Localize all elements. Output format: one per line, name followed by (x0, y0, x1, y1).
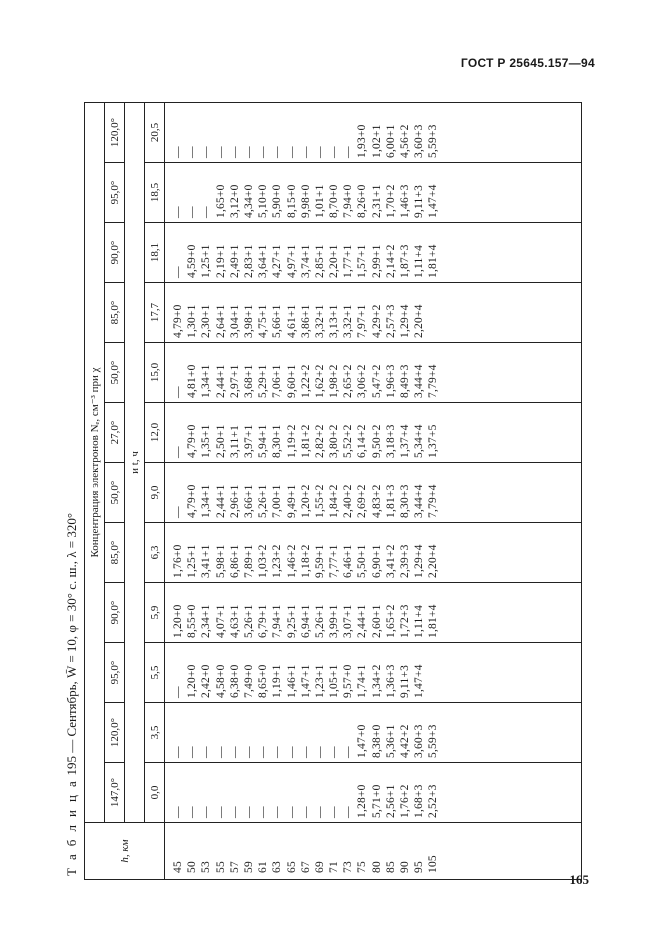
time-header-cell: 5,5 (145, 643, 165, 703)
electron-concentration-table (84, 102, 582, 880)
table-cell: 1,20+0 (186, 664, 199, 698)
data-column (165, 163, 582, 223)
table-cell: 7,06+1 (271, 364, 284, 398)
table-cell: 1,47+4 (427, 184, 440, 218)
table-cell: 1,25+1 (200, 244, 213, 278)
table-cell: 7,79+4 (427, 484, 440, 518)
table-cell: 1,18+2 (299, 544, 312, 578)
table-cell: 1,25+1 (186, 544, 199, 578)
table-cell: 2,42+0 (200, 664, 213, 698)
group-header: Концентрация электронов Nₑ, см⁻³ при χ (85, 103, 105, 823)
table-cell: 4,07+1 (214, 604, 227, 638)
data-column (165, 463, 582, 523)
height-value: 80 (370, 861, 383, 873)
table-cell: — (285, 146, 298, 158)
table-cell: 1,65+2 (384, 604, 397, 638)
height-value: 63 (271, 861, 284, 873)
chi-header-cell: 50,0° (105, 463, 125, 523)
table-cell: 3,66+1 (242, 484, 255, 518)
table-cell: 3,68+1 (242, 364, 255, 398)
table-cell: 5,29+1 (257, 364, 270, 398)
table-cell: 2,85+1 (313, 244, 326, 278)
table-cell: 1,20+2 (299, 484, 312, 518)
table-cell: — (285, 746, 298, 758)
time-header-cell: 5,9 (145, 583, 165, 643)
table-cell: 8,30+1 (271, 424, 284, 458)
table-cell: 2,83+1 (242, 244, 255, 278)
table-cell: — (342, 146, 355, 158)
table-cell: 3,44+4 (413, 364, 426, 398)
table-cell: 8,65+0 (257, 664, 270, 698)
table-cell: 1,55+2 (313, 484, 326, 518)
table-cell: — (186, 146, 199, 158)
table-cell: 4,29+2 (370, 304, 383, 338)
table-cell: — (285, 806, 298, 818)
chi-header-cell: 27,0° (105, 403, 125, 463)
height-value: 57 (228, 861, 241, 873)
chi-header-cell: 95,0° (105, 643, 125, 703)
table-cell: 4,63+1 (228, 604, 241, 638)
table-cell: — (200, 146, 213, 158)
table-cell: 5,10+0 (257, 184, 270, 218)
height-value: 69 (313, 861, 326, 873)
table-cell: 1,81+4 (427, 244, 440, 278)
table-cell: 3,97+1 (242, 424, 255, 458)
table-cell: 1,29+4 (399, 304, 411, 338)
time-header-cell: 12,0 (145, 403, 165, 463)
table-cell: 1,93+0 (356, 124, 369, 158)
table-cell: 3,06+2 (356, 364, 369, 398)
table-cell: 2,44+1 (356, 604, 369, 638)
rotated-table-area (60, 96, 602, 880)
table-cell: 1,47+0 (356, 724, 369, 758)
table-cell: 9,50+2 (370, 424, 383, 458)
table-cell: 3,13+1 (328, 304, 341, 338)
table-cell: 1,57+1 (356, 244, 369, 278)
height-value: 71 (328, 861, 341, 873)
table-cell: 1,76+0 (172, 544, 184, 578)
time-header-cell: 17,7 (145, 283, 165, 343)
table-cell: 1,84+2 (328, 484, 341, 518)
table-cell: 3,60+3 (413, 124, 426, 158)
table-cell: 5,59+3 (427, 724, 440, 758)
table-cell (426, 283, 440, 338)
table-cell: 1,76+2 (399, 784, 411, 818)
table-cell: 9,60+1 (285, 364, 298, 398)
table-cell: 7,89+1 (242, 544, 255, 578)
table-cell: 6,86+1 (228, 544, 241, 578)
table-cell: 2,64+1 (214, 304, 227, 338)
table-cell: 2,30+1 (200, 304, 213, 338)
table-cell: 1,72+3 (399, 604, 411, 638)
table-cell: 4,58+0 (214, 664, 227, 698)
table-cell: — (228, 146, 241, 158)
table-cell: 7,77+1 (328, 544, 341, 578)
table-cell: — (313, 806, 326, 818)
table-cell: 2,65+2 (342, 364, 355, 398)
table-cell: 1,11+4 (413, 604, 426, 638)
table-cell: 9,25+1 (285, 604, 298, 638)
table-cell: 5,26+1 (313, 604, 326, 638)
table-cell: 2,39+3 (399, 544, 411, 578)
height-values-column (165, 823, 582, 880)
table-cell: 4,75+1 (257, 304, 270, 338)
table-cell: 1,68+3 (413, 784, 426, 818)
table-cell: 5,26+1 (242, 604, 255, 638)
table-cell: 3,86+1 (299, 304, 312, 338)
table-cell: 1,96+3 (384, 364, 397, 398)
data-column (165, 103, 582, 163)
table-cell: 1,70+2 (384, 184, 397, 218)
table-cell: 8,55+0 (186, 604, 199, 638)
table-cell: 1,34+2 (370, 664, 383, 698)
table-cell: 1,37+4 (399, 424, 411, 458)
table-cell: — (299, 746, 312, 758)
table-cell: 1,35+1 (200, 424, 213, 458)
table-cell: 7,97+1 (356, 304, 369, 338)
height-value: 95 (413, 861, 426, 873)
height-value: 105 (427, 855, 440, 873)
table-cell: 6,00+1 (384, 124, 397, 158)
table-cell: 3,64+1 (257, 244, 270, 278)
table-cell: 6,14+2 (356, 424, 369, 458)
height-value: 65 (285, 861, 298, 873)
table-cell: — (200, 746, 213, 758)
table-cell: 2,40+2 (342, 484, 355, 518)
table-cell: — (200, 806, 213, 818)
chi-header-cell: 90,0° (105, 223, 125, 283)
table-cell: — (328, 746, 341, 758)
table-cell (426, 643, 440, 698)
table-cell: 3,18+3 (384, 424, 397, 458)
table-cell: 5,71+0 (370, 784, 383, 818)
height-column-header: h, км (85, 823, 165, 880)
chi-header-cell: 120,0° (105, 103, 125, 163)
table-cell: — (342, 746, 355, 758)
table-caption (60, 96, 84, 880)
table-cell: 2,99+1 (370, 244, 383, 278)
time-row (145, 103, 165, 880)
table-cell: 5,34+4 (413, 424, 426, 458)
chi-header-cell: 50,0° (105, 343, 125, 403)
table-cell: 3,07+1 (342, 604, 355, 638)
data-column (165, 223, 582, 283)
table-cell: 7,79+4 (427, 364, 440, 398)
table-cell: 2,34+1 (200, 604, 213, 638)
table-cell: — (172, 806, 184, 818)
table-cell: — (214, 806, 227, 818)
data-column (165, 343, 582, 403)
table-cell: — (172, 386, 184, 398)
table-cell: 1,28+0 (356, 784, 369, 818)
table-cell: 1,37+5 (427, 424, 440, 458)
table-cell: 7,49+0 (242, 664, 255, 698)
table-cell: 1,46+3 (399, 184, 411, 218)
time-header: и t, ч (125, 103, 145, 823)
chi-header-cell: 120,0° (105, 703, 125, 763)
table-cell: 2,20+4 (413, 304, 426, 338)
table-cell: 2,14+2 (384, 244, 397, 278)
table-cell: — (200, 206, 213, 218)
table-cell: 7,00+1 (271, 484, 284, 518)
table-cell: 9,11+3 (399, 664, 411, 698)
table-cell: 1,01+1 (313, 184, 326, 218)
table-cell: 3,98+1 (242, 304, 255, 338)
table-cell: — (242, 806, 255, 818)
table-cell: 9,59+1 (313, 544, 326, 578)
table-cell: — (271, 146, 284, 158)
time-header-cell: 18,5 (145, 163, 165, 223)
chi-header-cell: 95,0° (105, 163, 125, 223)
table-cell: 3,99+1 (328, 604, 341, 638)
table-cell: 1,81+4 (427, 604, 440, 638)
table-cell: — (228, 746, 241, 758)
table-cell: 2,20+4 (427, 544, 440, 578)
table-cell: — (257, 806, 270, 818)
table-cell: 8,38+0 (370, 724, 383, 758)
table-cell: 6,90+1 (370, 544, 383, 578)
height-value: 59 (242, 861, 255, 873)
table-cell: — (228, 806, 241, 818)
table-cell: — (313, 146, 326, 158)
table-cell: 3,41+1 (200, 544, 213, 578)
table-cell: 1,98+2 (328, 364, 341, 398)
height-value: 55 (214, 861, 227, 873)
table-cell: 2,49+1 (228, 244, 241, 278)
table-cell: — (328, 806, 341, 818)
table-cell: 1,62+2 (313, 364, 326, 398)
data-column (165, 403, 582, 463)
chi-row (105, 103, 125, 880)
data-column (165, 763, 582, 823)
table-cell: 2,20+1 (328, 244, 341, 278)
table-cell: — (257, 146, 270, 158)
height-value: 85 (384, 861, 397, 873)
table-cell: 1,03+2 (257, 544, 270, 578)
table-cell: 4,61+1 (285, 304, 298, 338)
time-header-cell: 0,0 (145, 763, 165, 823)
table-cell: 6,79+1 (257, 604, 270, 638)
table-cell: 1,87+3 (399, 244, 411, 278)
table-cell: — (172, 506, 184, 518)
table-cell: — (328, 146, 341, 158)
table-cell: 3,32+1 (313, 304, 326, 338)
table-cell: 8,30+3 (399, 484, 411, 518)
table-cell: 3,12+0 (228, 184, 241, 218)
table-cell: — (214, 146, 227, 158)
table-cell: 5,50+1 (356, 544, 369, 578)
table-cell: 3,32+1 (342, 304, 355, 338)
table-cell: 4,83+2 (370, 484, 383, 518)
table-cell: 5,52+2 (342, 424, 355, 458)
height-value: 73 (342, 861, 355, 873)
table-cell: 3,44+4 (413, 484, 426, 518)
table-cell: — (172, 146, 184, 158)
table-cell: 1,47+4 (413, 664, 426, 698)
table-cell: 1,05+1 (328, 664, 341, 698)
table-cell: 1,47+1 (299, 664, 312, 698)
table-cell: — (257, 746, 270, 758)
data-column (165, 703, 582, 763)
table-cell: 9,98+0 (299, 184, 312, 218)
standard-header: ГОСТ Р 25645.157—94 (460, 56, 595, 70)
table-cell: 3,80+2 (328, 424, 341, 458)
table-cell: 8,49+3 (399, 364, 411, 398)
table-cell: 1,19+2 (285, 424, 298, 458)
table-cell: 1,34+1 (200, 364, 213, 398)
table-cell: 2,44+1 (214, 484, 227, 518)
table-cell: 1,46+2 (285, 544, 298, 578)
table-cell: 1,11+4 (413, 244, 426, 278)
table-cell: 4,42+2 (399, 724, 411, 758)
table-cell: 1,46+1 (285, 664, 298, 698)
table-cell: 1,34+1 (200, 484, 213, 518)
table-cell: — (299, 146, 312, 158)
table-cell: 9,49+1 (285, 484, 298, 518)
table-cell: 1,30+1 (186, 304, 199, 338)
table-cell: 1,19+1 (271, 664, 284, 698)
table-cell: 4,27+1 (271, 244, 284, 278)
table-cell: 2,19+1 (214, 244, 227, 278)
table-cell: 4,79+0 (172, 304, 184, 338)
time-header-cell: 3,5 (145, 703, 165, 763)
table-cell: 1,29+4 (413, 544, 426, 578)
table-cell: 1,65+0 (214, 184, 227, 218)
table-cell: 3,74+1 (299, 244, 312, 278)
table-cell: 4,79+0 (186, 484, 199, 518)
height-value: 75 (356, 861, 369, 873)
time-header-cell: 18,1 (145, 223, 165, 283)
table-cell: 4,34+0 (242, 184, 255, 218)
time-header-cell: 15,0 (145, 343, 165, 403)
caption-text: 195 — Сентябрь, W̄ = 10, φ = 30° с. ш., λ = 320° (64, 512, 79, 776)
table-cell: 5,59+3 (427, 124, 440, 158)
table-cell: — (172, 446, 184, 458)
table-cell: 4,79+0 (186, 424, 199, 458)
caption-prefix: Т а б л и ц а (64, 778, 79, 876)
table-cell: 2,82+2 (313, 424, 326, 458)
table-cell: — (186, 746, 199, 758)
table-cell: 8,70+0 (328, 184, 341, 218)
height-value: 90 (399, 861, 411, 873)
chi-header-cell: 90,0° (105, 583, 125, 643)
data-column (165, 583, 582, 643)
table-cell: 4,56+2 (399, 124, 411, 158)
table-cell: 4,81+0 (186, 364, 199, 398)
table-cell: 5,98+1 (214, 544, 227, 578)
table-cell: — (186, 206, 199, 218)
table-cell: 1,02+1 (370, 124, 383, 158)
table-cell: — (271, 806, 284, 818)
table-cell: 1,81+3 (384, 484, 397, 518)
table-cell: — (313, 746, 326, 758)
table-cell: 5,47+2 (370, 364, 383, 398)
height-value: 61 (257, 861, 270, 873)
table-cell: — (214, 746, 227, 758)
table-cell: 2,96+1 (228, 484, 241, 518)
table-cell: 2,31+1 (370, 184, 383, 218)
table-cell: 2,50+1 (214, 424, 227, 458)
height-value: 67 (299, 861, 312, 873)
table-cell: 5,94+1 (257, 424, 270, 458)
table-cell: 1,23+1 (313, 664, 326, 698)
table-cell: 9,57+0 (342, 664, 355, 698)
chi-header-cell: 85,0° (105, 283, 125, 343)
table-cell: 6,38+0 (228, 664, 241, 698)
page-number: 165 (569, 872, 589, 887)
table-cell: 2,69+2 (356, 484, 369, 518)
data-column (165, 643, 582, 703)
data-column (165, 283, 582, 343)
table-cell: 3,11+1 (228, 424, 241, 458)
table-cell: 1,81+2 (299, 424, 312, 458)
table-cell: 5,26+1 (257, 484, 270, 518)
time-header-cell: 6,3 (145, 523, 165, 583)
table-cell: 5,36+1 (384, 724, 397, 758)
height-value: 50 (186, 861, 199, 873)
table-cell: 6,46+1 (342, 544, 355, 578)
table-cell: 3,04+1 (228, 304, 241, 338)
table-cell: 4,97+1 (285, 244, 298, 278)
table-cell: — (271, 746, 284, 758)
height-value: 45 (172, 861, 184, 873)
table-cell: — (172, 686, 184, 698)
table-cell: 1,20+0 (172, 604, 184, 638)
table-cell: 3,60+3 (413, 724, 426, 758)
table-cell: 2,57+3 (384, 304, 397, 338)
table-cell: 8,15+0 (285, 184, 298, 218)
chi-header-cell: 85,0° (105, 523, 125, 583)
height-value: 53 (200, 861, 213, 873)
table-cell: 1,74+1 (356, 664, 369, 698)
table-cell: 5,90+0 (271, 184, 284, 218)
table-cell: — (172, 746, 184, 758)
table-cell: 1,36+3 (384, 664, 397, 698)
time-header-cell: 9,0 (145, 463, 165, 523)
table-cell: 8,26+0 (356, 184, 369, 218)
table-body-row (165, 103, 582, 880)
table-cell: 2,56+1 (384, 784, 397, 818)
table-cell: 1,23+2 (271, 544, 284, 578)
table-cell: — (172, 206, 184, 218)
table-cell: 7,94+0 (342, 184, 355, 218)
table-cell: 2,60+1 (370, 604, 383, 638)
table-cell: 2,52+3 (427, 784, 440, 818)
time-header-cell: 20,5 (145, 103, 165, 163)
table-cell: 7,94+1 (271, 604, 284, 638)
table-cell: — (242, 146, 255, 158)
table-cell: 6,94+1 (299, 604, 312, 638)
table-cell: 2,97+1 (228, 364, 241, 398)
table-cell: — (172, 266, 184, 278)
table-cell: 9,11+3 (413, 184, 426, 218)
table-cell: — (242, 746, 255, 758)
table-cell: 1,77+1 (342, 244, 355, 278)
table-cell: — (299, 806, 312, 818)
table-cell: 5,66+1 (271, 304, 284, 338)
table-cell: 2,44+1 (214, 364, 227, 398)
chi-header-cell: 147,0° (105, 763, 125, 823)
table-cell: 4,59+0 (186, 244, 199, 278)
table-cell: — (186, 806, 199, 818)
table-cell: — (342, 806, 355, 818)
table-cell: 1,22+2 (299, 364, 312, 398)
table-cell: 3,41+2 (384, 544, 397, 578)
data-column (165, 523, 582, 583)
